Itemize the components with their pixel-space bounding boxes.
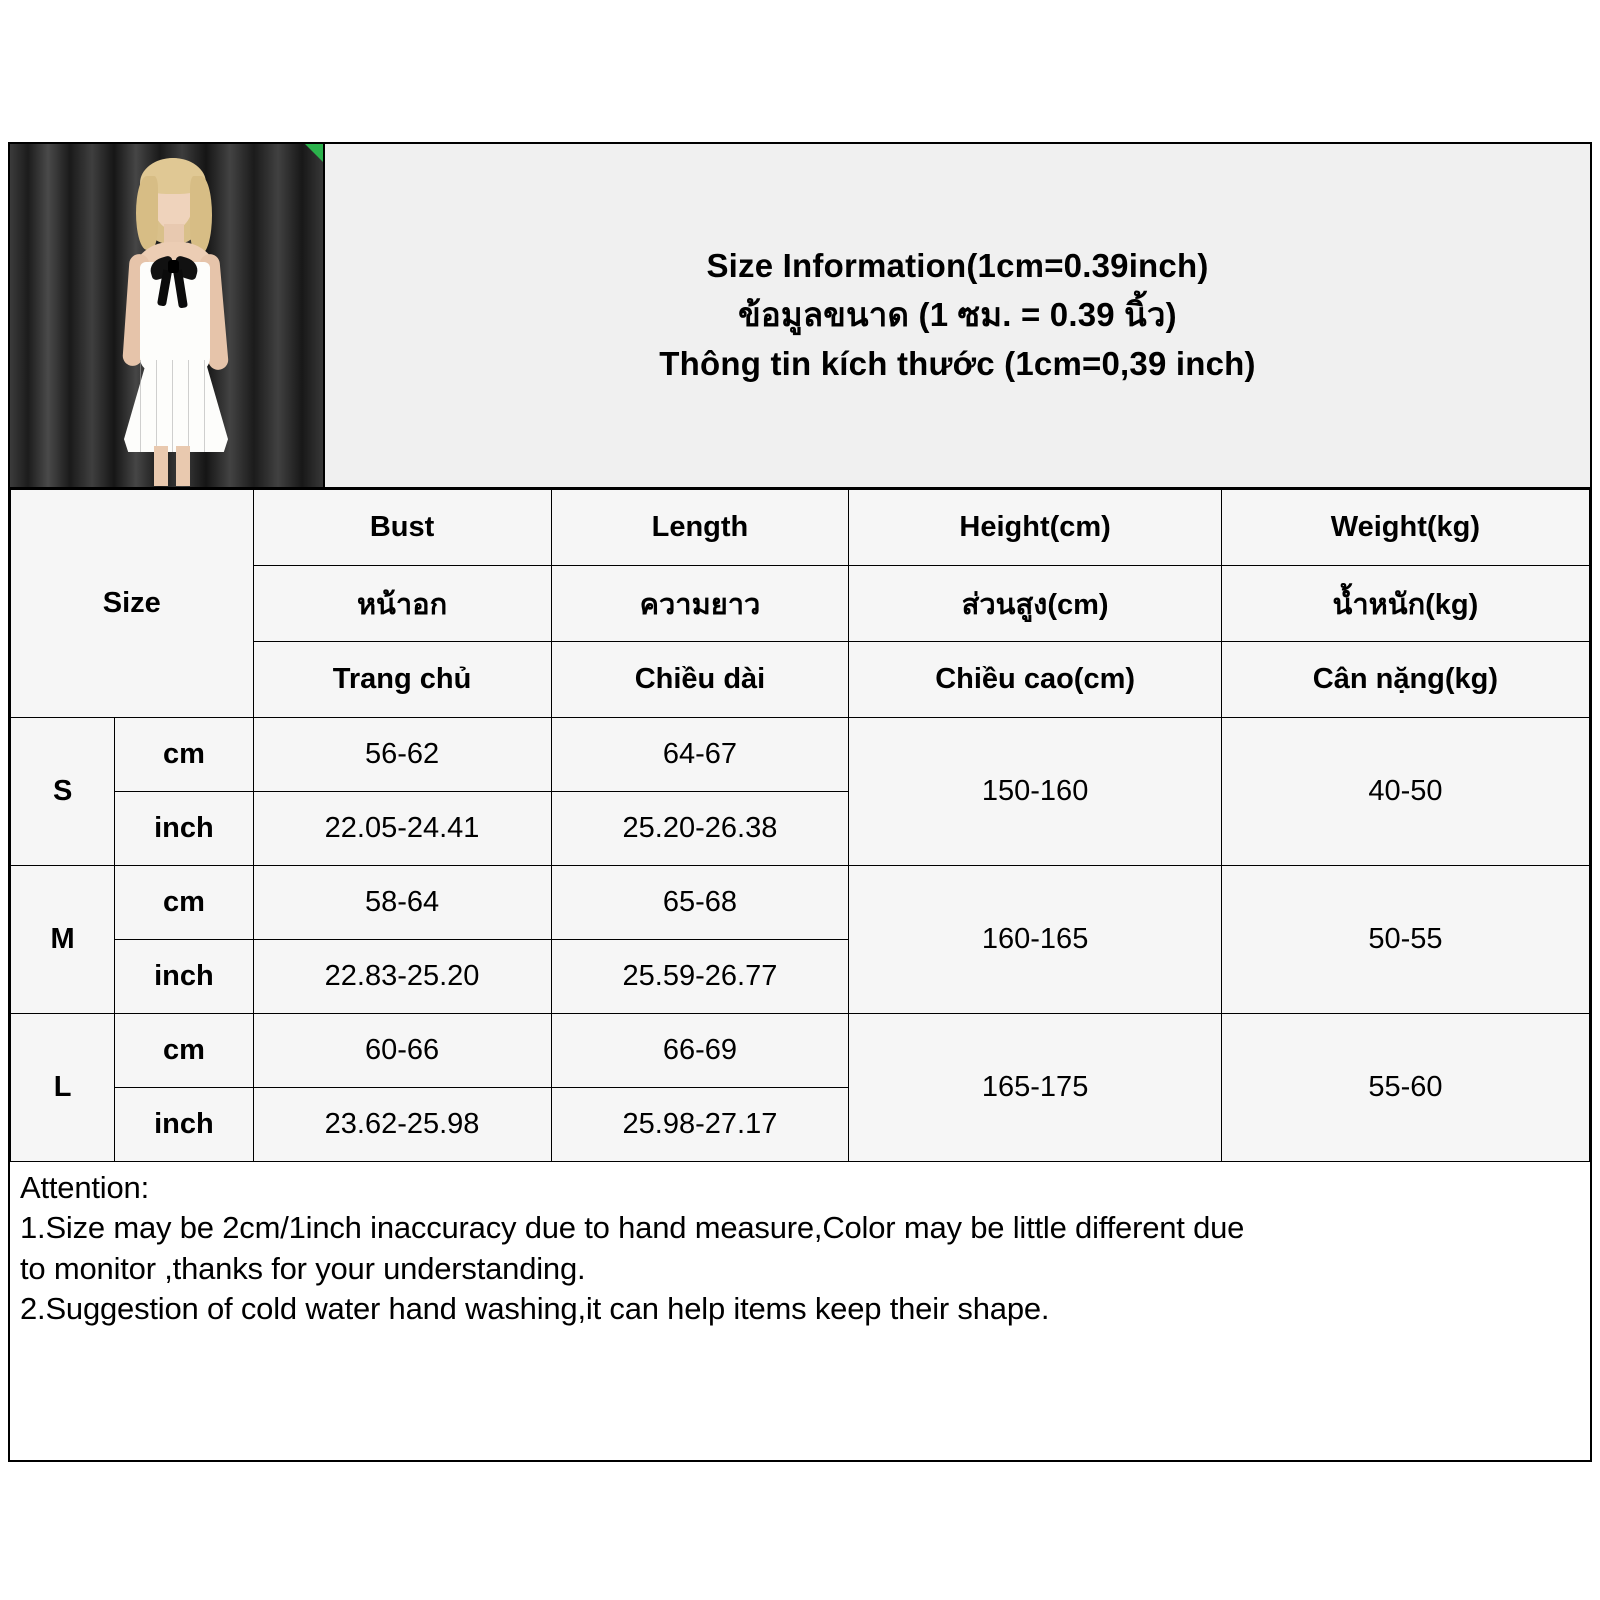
l-length-cm: 66-69 [551,1014,849,1088]
skirt-pleat [140,360,141,452]
s-length-inch: 25.20-26.38 [551,792,849,866]
size-header-cell: Size [11,490,254,718]
col-header-height-en: Height(cm) [849,490,1221,566]
row-size-m: M [11,866,115,1014]
row-size-l: L [11,1014,115,1162]
attention-line-1b: to monitor ,thanks for your understanding. [20,1250,586,1286]
s-weight: 40-50 [1221,718,1589,866]
col-header-weight-th: น้ำหนัก(kg) [1221,566,1589,642]
l-length-inch: 25.98-27.17 [551,1088,849,1162]
skirt-pleat [188,360,189,452]
unit-inch: inch [115,940,253,1014]
unit-inch: inch [115,1088,253,1162]
l-bust-cm: 60-66 [253,1014,551,1088]
table-row [11,718,1590,792]
col-header-bust-th: หน้าอก [253,566,551,642]
s-bust-inch: 22.05-24.41 [253,792,551,866]
col-header-bust-en: Bust [253,490,551,566]
attention-line-1a: 1.Size may be 2cm/1inch inaccuracy due to hand measure,Color may be little different due [20,1210,1245,1246]
header-row [10,144,1590,489]
skirt-pleat [172,360,173,452]
attention-line-2: 2.Suggestion of cold water hand washing,it can help items keep their shape. [20,1290,1050,1326]
hair-right-icon [190,176,212,254]
col-header-weight-vi: Cân nặng(kg) [1221,642,1589,718]
col-header-bust-vi: Trang chủ [253,642,551,718]
col-header-height-vi: Chiều cao(cm) [849,642,1221,718]
m-bust-inch: 22.83-25.20 [253,940,551,1014]
col-header-length-vi: Chiều dài [551,642,849,718]
unit-cm: cm [115,1014,253,1088]
title-line-en: Size Information(1cm=0.39inch) [706,247,1209,285]
s-height: 150-160 [849,718,1221,866]
col-header-weight-en: Weight(kg) [1221,490,1589,566]
s-length-cm: 64-67 [551,718,849,792]
size-chart-sheet [8,142,1592,1462]
photo-background [10,144,323,487]
unit-cm: cm [115,866,253,940]
skirt-pleat [204,360,205,452]
m-bust-cm: 58-64 [253,866,551,940]
title-line-th: ข้อมูลขนาด (1 ซม. = 0.39 นิ้ว) [738,296,1177,334]
hair-left-icon [136,176,158,250]
table-row [11,1014,1590,1088]
model-figure [106,154,232,484]
col-header-length-en: Length [551,490,849,566]
col-header-height-th: ส่วนสูง(cm) [849,566,1221,642]
attention-block [10,1162,1590,1329]
table-row [11,866,1590,940]
leg-left-shape [154,446,168,486]
product-photo [10,144,325,487]
l-height: 165-175 [849,1014,1221,1162]
l-bust-inch: 23.62-25.98 [253,1088,551,1162]
m-length-cm: 65-68 [551,866,849,940]
green-corner-marker-icon [305,144,323,162]
l-weight: 55-60 [1221,1014,1589,1162]
m-height: 160-165 [849,866,1221,1014]
size-table [10,489,1590,1162]
table-header-row-en [11,490,1590,566]
bow-knot-icon [168,260,179,273]
unit-inch: inch [115,792,253,866]
leg-right-shape [176,446,190,486]
s-bust-cm: 56-62 [253,718,551,792]
row-size-s: S [11,718,115,866]
attention-heading: Attention: [20,1170,149,1205]
m-length-inch: 25.59-26.77 [551,940,849,1014]
col-header-length-th: ความยาว [551,566,849,642]
title-line-vi: Thông tin kích thước (1cm=0,39 inch) [659,344,1256,382]
title-block [325,144,1590,487]
skirt-pleat [156,360,157,452]
m-weight: 50-55 [1221,866,1589,1014]
unit-cm: cm [115,718,253,792]
